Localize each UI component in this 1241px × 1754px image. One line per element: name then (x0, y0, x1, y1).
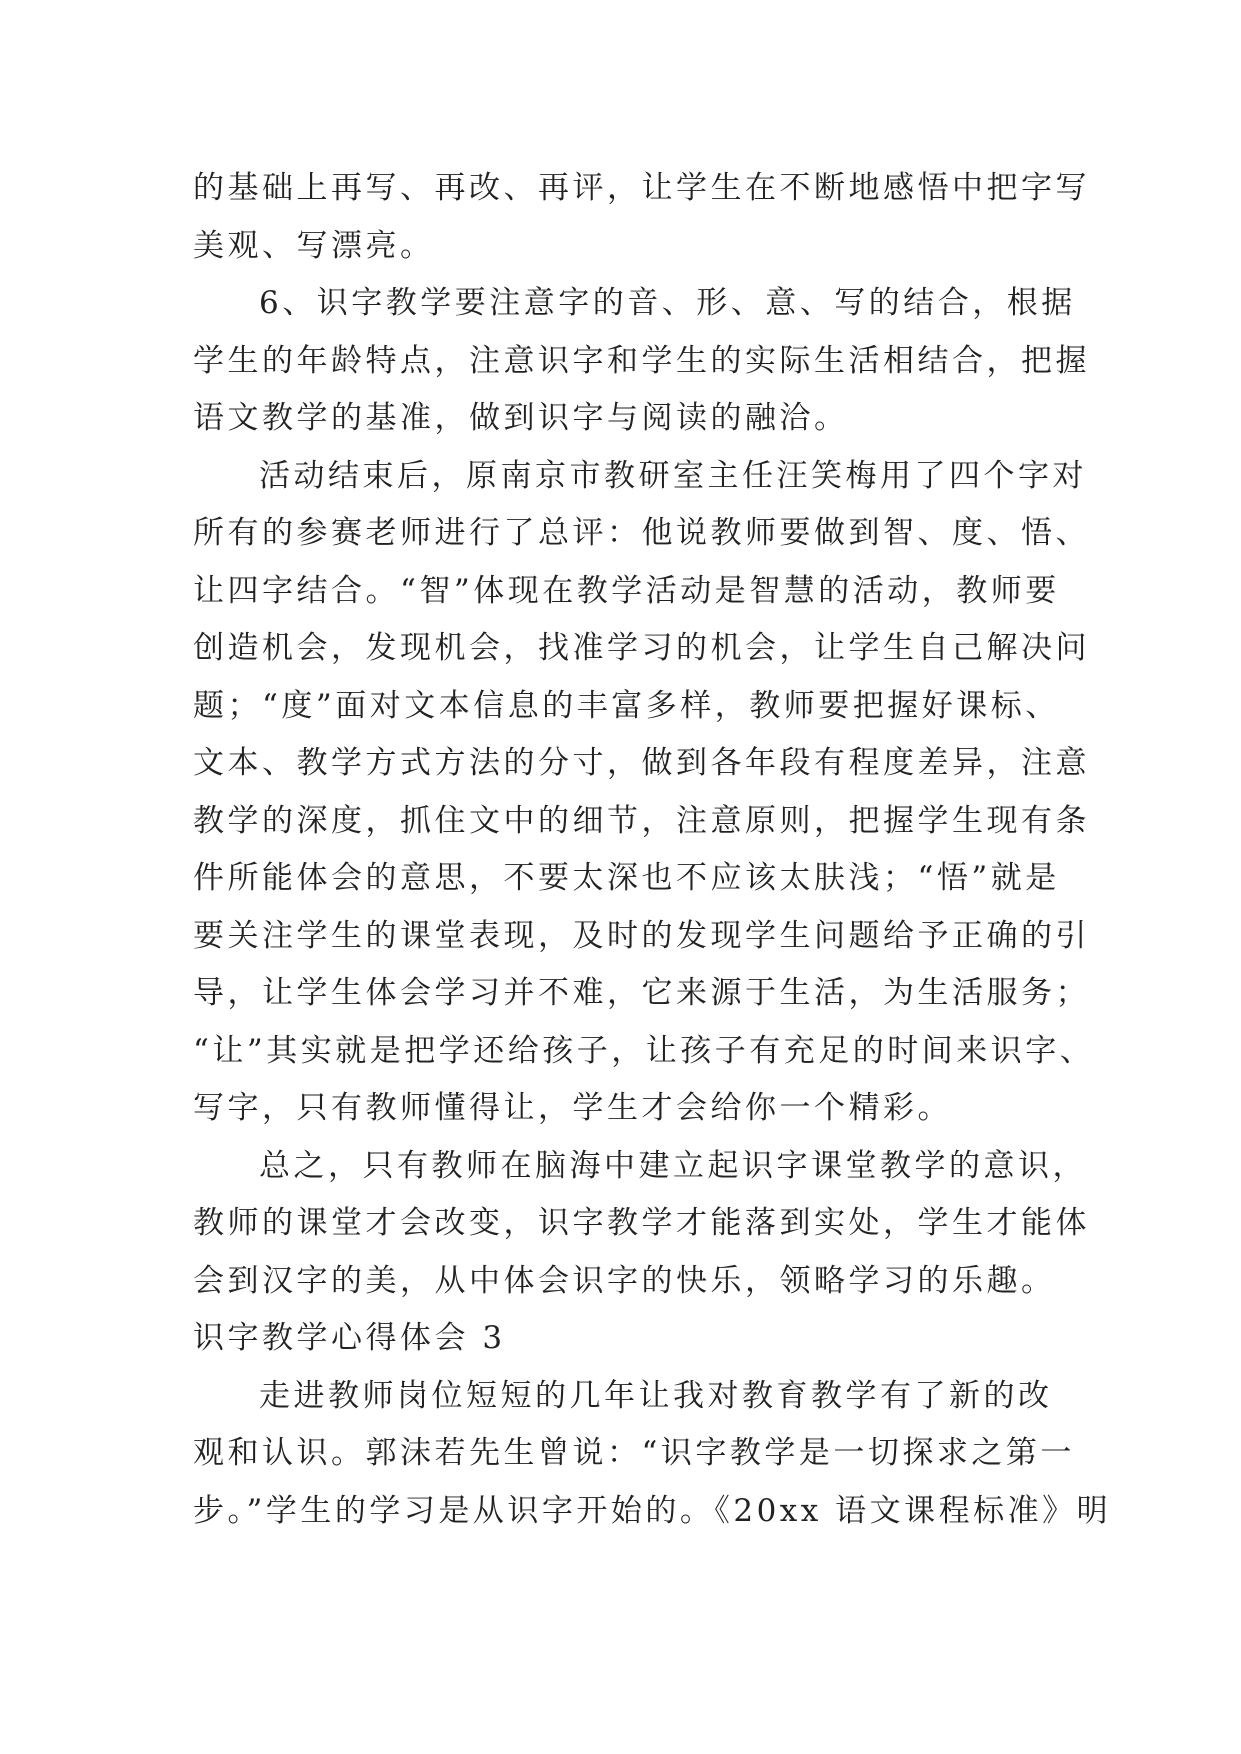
paragraph-start-line: 活动结束后，原南京市教研室主任汪笑梅用了四个字对 (259, 457, 1087, 494)
paragraph-start-line: 6、识字教学要注意字的音、形、意、写的结合，根据 (259, 285, 1076, 321)
paragraph-start-line: 走进教师岗位短短的几年让我对教育教学有了新的改 (259, 1377, 1053, 1414)
text-line: 观和认识。郭沫若先生曾说：“识字教学是一切探求之第一 (193, 1435, 1075, 1471)
text-line: 学生的年龄特点，注意识字和学生的实际生活相结合，把握 (193, 342, 1090, 379)
text-line: 的基础上再写、再改、再评，让学生在不断地感悟中把字写 (193, 170, 1090, 206)
text-line: 步。”学生的学习是从识字开始的。《20xx 语文课程标准》明 (193, 1492, 1112, 1529)
text-line: 会到汉字的美，从中体会识字的快乐，领略学习的乐趣。 (193, 1262, 1056, 1299)
text-line: 题；“度”面对文本信息的丰富多样，教师要把握好课标、 (193, 687, 1060, 724)
text-line: 写字，只有教师懂得让，学生才会给你一个精彩。 (193, 1090, 952, 1126)
text-line: 美观、写漂亮。 (193, 227, 435, 264)
text-line: 所有的参赛老师进行了总评：他说教师要做到智、度、悟、 (193, 515, 1090, 551)
text-line: 教学的深度，抓住文中的细节，注意原则，把握学生现有条 (193, 802, 1090, 839)
text-line: 创造机会，发现机会，找准学习的机会，让学生自己解决问 (193, 630, 1090, 666)
text-line: 教师的课堂才会改变，识字教学才能落到实处，学生才能体 (193, 1205, 1090, 1241)
text-line: 导，让学生体会学习并不难，它来源于生活，为生活服务； (193, 975, 1090, 1011)
section-heading: 识字教学心得体会 3 (193, 1320, 506, 1356)
text-line: 件所能体会的意思，不要太深也不应该太肤浅；“悟”就是 (193, 860, 1060, 896)
document-body (193, 160, 1112, 1540)
text-line: “让”其实就是把学还给孩子，让孩子有充足的时间来识字、 (193, 1032, 1095, 1069)
text-line: 让四字结合。“智”体现在教学活动是智慧的活动，教师要 (193, 572, 1060, 609)
text-line: 要关注学生的课堂表现，及时的发现学生问题给予正确的引 (193, 917, 1090, 954)
paragraph-start-line: 总之，只有教师在脑海中建立起识字课堂教学的意识， (259, 1147, 1087, 1184)
text-line: 语文教学的基准，做到识字与阅读的融洽。 (193, 400, 849, 436)
text-line: 文本、教学方式方法的分寸，做到各年段有程度差异，注意 (193, 745, 1090, 781)
